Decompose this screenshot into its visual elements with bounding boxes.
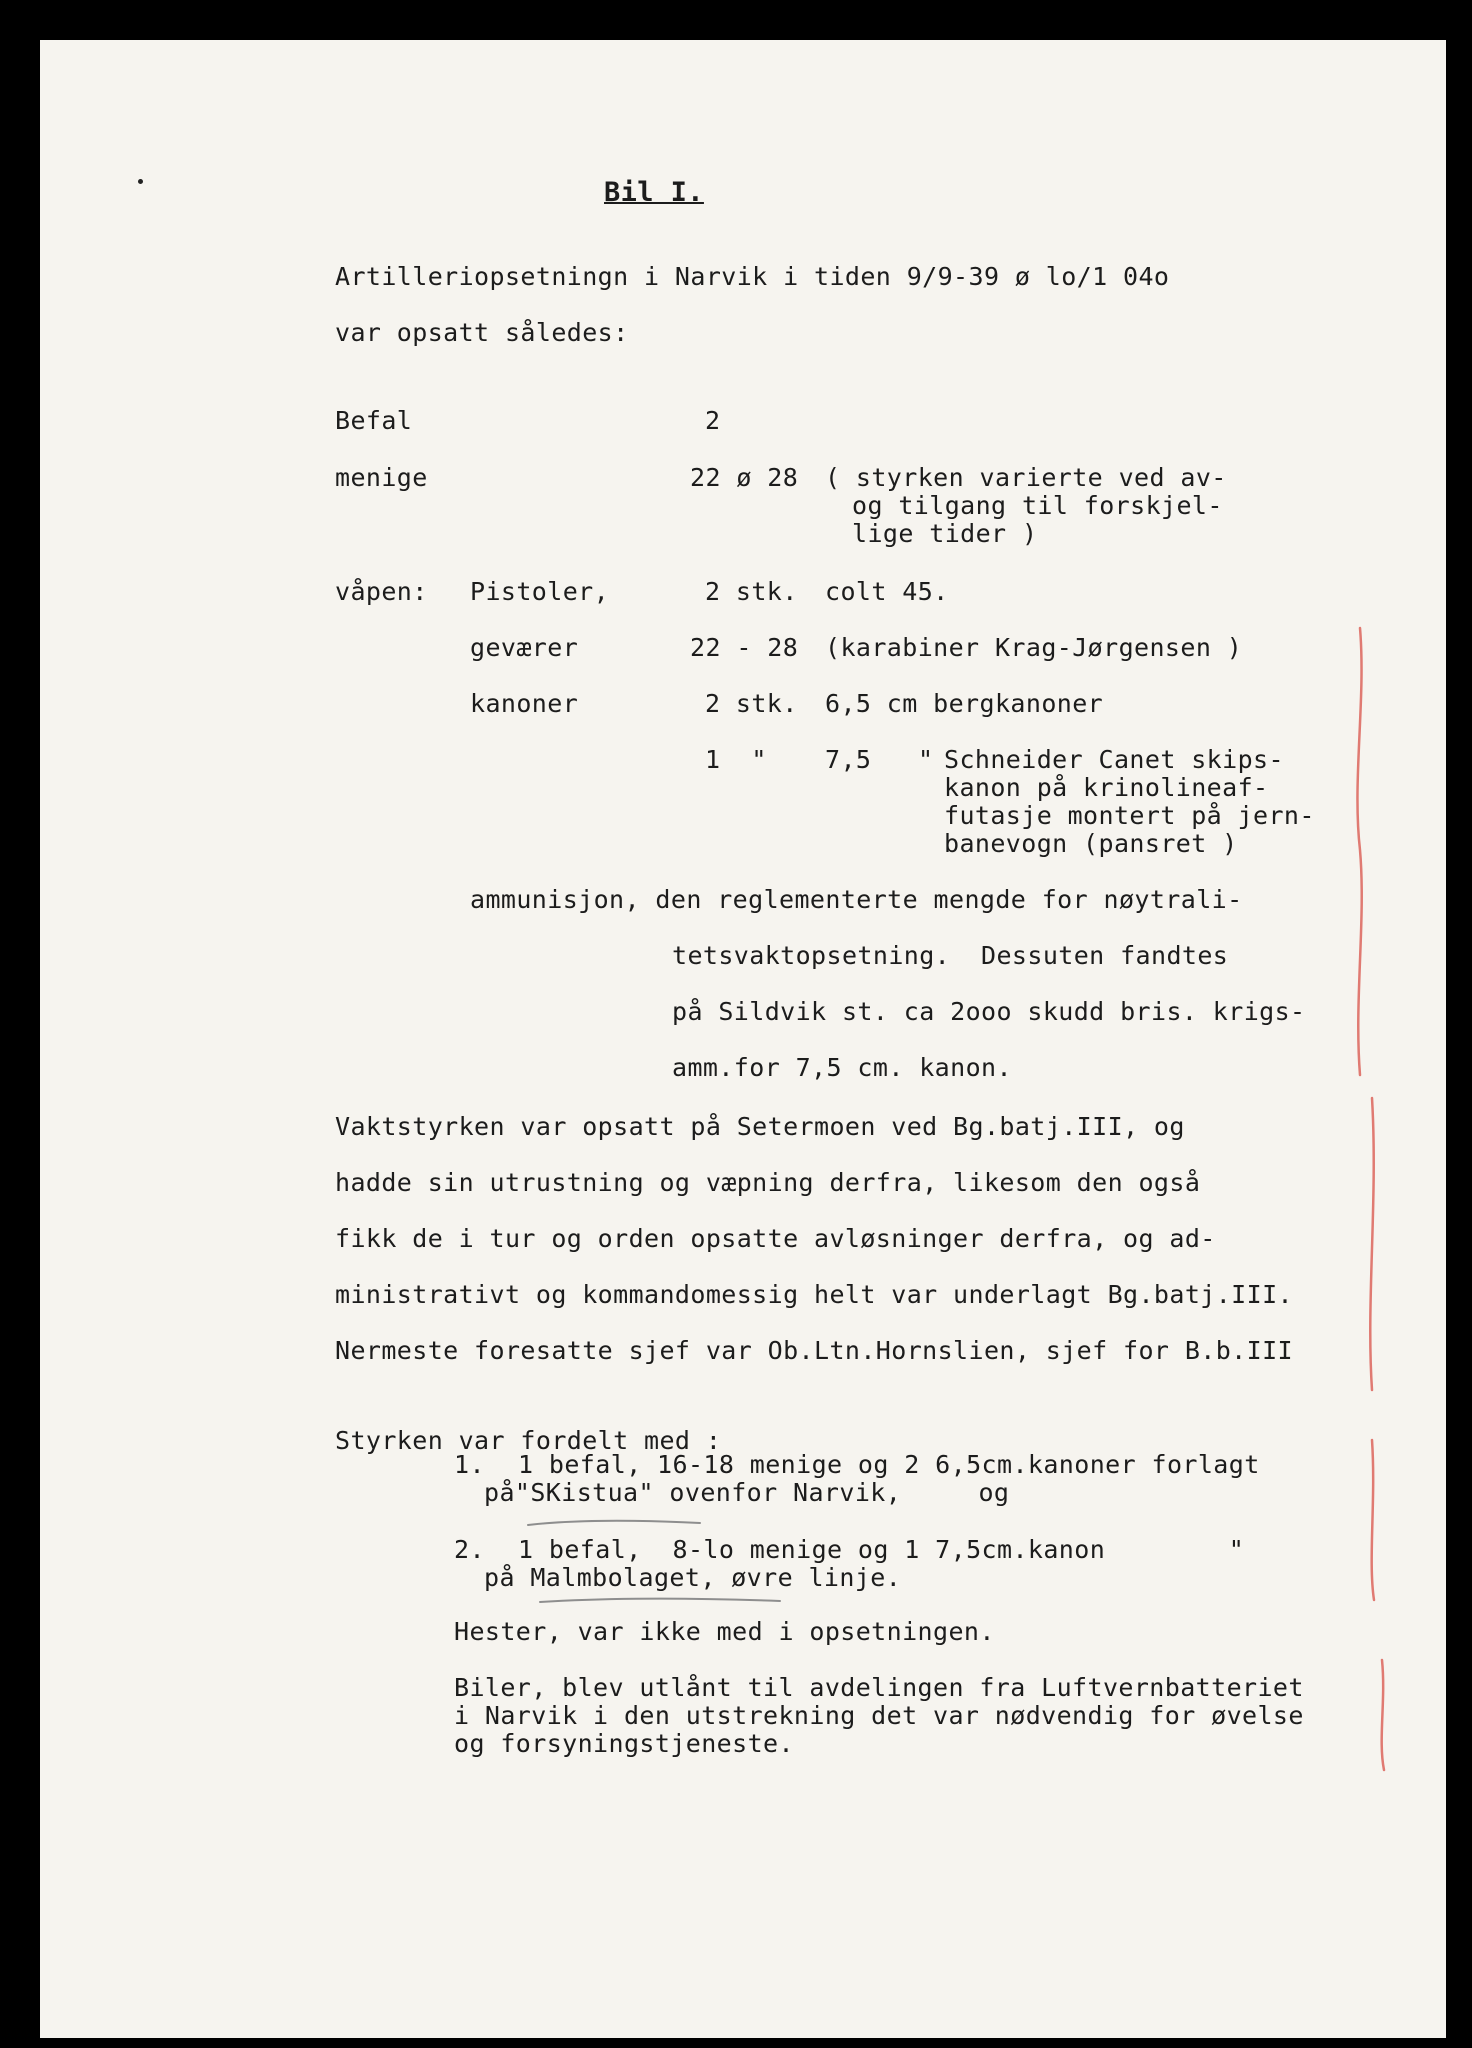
weapon-name: kanoner: [470, 689, 579, 718]
weapon-desc: (karabiner Krag-Jørgensen ): [825, 633, 1243, 662]
weapon-desc: colt 45.: [825, 577, 949, 606]
ammunition-line-2: tetsvaktopsetning. Dessuten fandtes: [672, 941, 1229, 970]
distribution-heading: Styrken var fordelt med :: [335, 1426, 722, 1455]
weapon-qty: 2 stk.: [705, 577, 798, 606]
cannon-desc-1: Schneider Canet skips-: [944, 745, 1284, 774]
weapon-desc: 6,5 cm bergkanoner: [825, 689, 1104, 718]
cannon-desc-3: futasje montert på jern-: [944, 801, 1315, 830]
weapon-name: Pistoler,: [470, 577, 610, 606]
vehicles-line: Biler, blev utlånt til avdelingen fra Luftvernbatteriet: [454, 1673, 1304, 1702]
paragraph-line: Vaktstyrken var opsatt på Setermoen ved Bg.batj.III, og: [335, 1112, 1185, 1141]
intro-line-1: Artilleriopsetningn i Narvik i tiden 9/9-39 ø lo/1 04o: [335, 262, 1170, 291]
page-title: Bil I.: [604, 177, 704, 208]
weapon-name: geværer: [470, 633, 579, 662]
intro-line-2: var opsatt således:: [335, 318, 629, 347]
cannon-desc-4: banevogn (pansret ): [944, 829, 1238, 858]
vehicles-line: i Narvik i den utstrekning det var nødvendig for øvelse: [454, 1701, 1304, 1730]
weapon-qty: 2 stk.: [705, 689, 798, 718]
paragraph-line: ministrativt og kommandomessig helt var underlagt Bg.batj.III.: [335, 1280, 1293, 1309]
horses-note: Hester, var ikke med i opsetningen.: [454, 1617, 995, 1646]
cannon-desc-2: kanon på krinolineaf-: [944, 773, 1269, 802]
ammunition-line-4: amm.for 7,5 cm. kanon.: [672, 1053, 1012, 1082]
paragraph-line: Nermeste foresatte sjef var Ob.Ltn.Hornslien, sjef for B.b.III: [335, 1336, 1293, 1365]
ammunition-line-1: ammunisjon, den reglementerte mengde for nøytrali-: [470, 885, 1243, 914]
item-line: 1 befal, 16-18 menige og 2 6,5cm.kanoner forlagt: [518, 1450, 1260, 1479]
item-line: på Malmbolaget, øvre linje.: [484, 1563, 902, 1592]
ammunition-line-3: på Sildvik st. ca 2ooo skudd bris. krigs-: [672, 997, 1306, 1026]
paragraph-line: hadde sin utrustning og væpning derfra, likesom den også: [335, 1168, 1201, 1197]
weapon-qty: 22 - 28: [690, 633, 799, 662]
menige-note-1: ( styrken varierte ved av-: [825, 463, 1227, 492]
menige-note-3: lige tider ): [852, 519, 1038, 548]
menige-value: 22 ø 28: [690, 463, 799, 492]
item-line: på"SKistua" ovenfor Narvik, og: [484, 1478, 1010, 1507]
cannon-ditto: ": [918, 745, 934, 774]
cannon-caliber: 7,5: [825, 745, 872, 774]
menige-label: menige: [335, 463, 428, 492]
vehicles-line: og forsyningstjeneste.: [454, 1729, 794, 1758]
menige-note-2: og tilgang til forskjel-: [852, 491, 1223, 520]
vapen-label: våpen:: [335, 577, 428, 606]
paragraph-line: fikk de i tur og orden opsatte avløsninger derfra, og ad-: [335, 1224, 1216, 1253]
cannon-qty: 1 ": [705, 745, 767, 774]
margin-dot: [138, 179, 143, 184]
befal-value: 2: [705, 406, 721, 435]
item-number: 2.: [454, 1535, 485, 1564]
item-line: 1 befal, 8-lo menige og 1 7,5cm.kanon ": [518, 1535, 1245, 1564]
item-number: 1.: [454, 1450, 485, 1479]
befal-label: Befal: [335, 406, 413, 435]
